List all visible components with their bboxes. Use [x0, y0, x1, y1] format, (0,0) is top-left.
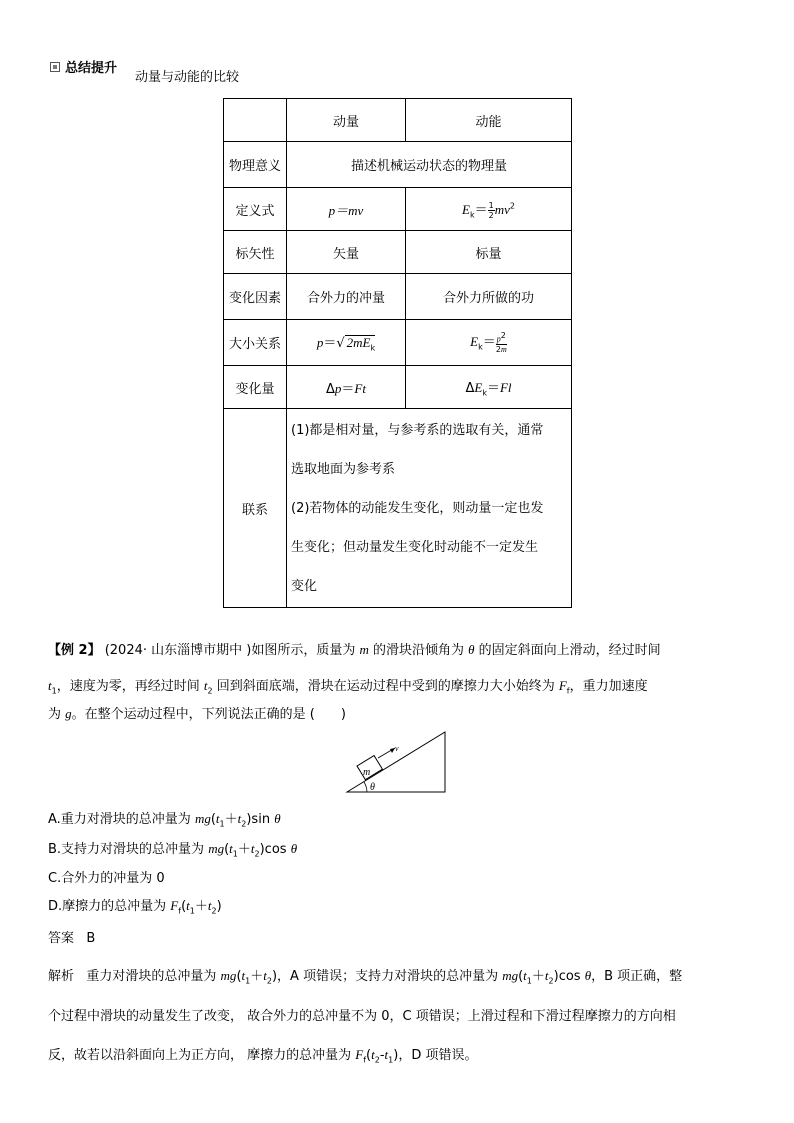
answer-value: B	[86, 931, 96, 946]
option-b[interactable]: B.支持力对滑块的总冲量为 $mg(t_1+t_2)\cos$ θ	[48, 841, 298, 859]
row-label: 变化量	[224, 366, 287, 409]
section-marker-icon	[50, 62, 60, 72]
relation-line: (2)若物体的动能发生变化，则动量一定也发	[291, 500, 544, 516]
relation-line: 生变化；但动量发生变化时动能不一定发生	[291, 539, 539, 555]
example-question-line: $t_1$，速度为零，再经过时间 $t_2$ 回到斜面底端，滑块在运动过程中受到的摩擦力大小始终为 $F_f$，重力加速度	[48, 678, 648, 696]
option-d[interactable]: D.摩擦力的总冲量为 $F_f(t_1+t_2)$	[48, 898, 222, 916]
kinetic-definition: $E_k=$ $\frac{1}{2}$ $mv^2$	[406, 188, 572, 231]
relation-line: 选取地面为参考系	[291, 461, 396, 477]
kinetic-change: $\Delta E_k=Fl$	[406, 366, 572, 409]
relation-cell	[287, 409, 572, 608]
example-source: (2024· 山东淄博市期中 )	[104, 643, 252, 658]
kinetic-change-factor: 合外力所做的功	[406, 274, 572, 320]
row-label: 变化因素	[224, 274, 287, 320]
table-header-row	[224, 99, 572, 142]
row-label: 联系	[224, 409, 287, 608]
explanation-line: 反，故若以沿斜面向上为正方向， 摩擦力的总冲量为 $F_f(t_2-t_1)$，D 项错误。	[48, 1047, 478, 1065]
angle-arc	[364, 782, 367, 792]
table-row	[224, 142, 572, 188]
comparison-table	[223, 98, 572, 608]
table-row	[224, 366, 572, 409]
row-label: 大小关系	[224, 320, 287, 366]
row-label: 定义式	[224, 188, 287, 231]
velocity-label: v	[395, 744, 399, 753]
angle-label: θ	[370, 782, 375, 793]
row-label: 物理意义	[224, 142, 287, 188]
row-label: 标矢性	[224, 231, 287, 274]
header-empty-cell	[224, 99, 287, 142]
table-row	[224, 274, 572, 320]
explanation-line: 解析 重力对滑块的总冲量为 $mg(t_1+t_2)$，A 项错误；支持力对滑块的总冲量为 $mg(t_1+t_2)\cos$ θ，B 项正确，整	[48, 968, 683, 986]
answer	[48, 927, 95, 946]
answer-label: 答案	[48, 931, 75, 946]
kinetic-magnitude-relation: $E_k=$ $\frac{p^2}{2m}$	[406, 320, 572, 366]
explanation-label: 解析	[48, 969, 75, 984]
table-row	[224, 188, 572, 231]
momentum-vector-scalar: 矢量	[287, 231, 406, 274]
kinetic-vector-scalar: 标量	[406, 231, 572, 274]
header-kinetic-energy: 动能	[406, 99, 572, 142]
incline-triangle	[347, 732, 445, 792]
example-text: 如图所示，质量为 m 的滑块沿倾角为 θ 的固定斜面向上滑动，经过时间	[251, 642, 661, 658]
relation-line: (1)都是相对量，与参考系的选取有关，通常	[291, 422, 544, 438]
example-tag: 【例 2】	[48, 643, 101, 658]
explanation-line: 个过程中滑块的动量发生了改变， 故合外力的总冲量不为 0，C 项错误；上滑过程和下滑过程摩擦力的方向相	[48, 1009, 676, 1024]
mass-label: m	[363, 767, 371, 778]
option-a[interactable]: A.重力对滑块的总冲量为 $mg(t_1+t_2)\sin$ θ	[48, 811, 281, 829]
table-title: 动量与动能的比较	[135, 70, 240, 85]
momentum-change: Δp＝Ft	[287, 366, 406, 409]
table-row	[224, 231, 572, 274]
momentum-definition: p＝mv	[287, 188, 406, 231]
example-question-line	[48, 639, 661, 658]
option-c[interactable]: C.合外力的冲量为 0	[48, 871, 165, 886]
incline-diagram	[345, 728, 449, 796]
table-row	[224, 320, 572, 366]
momentum-change-factor: 合外力的冲量	[287, 274, 406, 320]
relation-line: 变化	[291, 578, 318, 594]
row-merged-cell: 描述机械运动状态的物理量	[287, 142, 572, 188]
table-row	[224, 409, 572, 608]
example-question-line: 为 g。在整个运动过程中，下列说法正确的是 ( )	[48, 706, 346, 722]
momentum-magnitude-relation: p＝√ $2mE_k$	[287, 320, 406, 366]
section-header	[50, 57, 117, 76]
section-header-text: 总结提升	[65, 61, 118, 76]
header-momentum: 动量	[287, 99, 406, 142]
